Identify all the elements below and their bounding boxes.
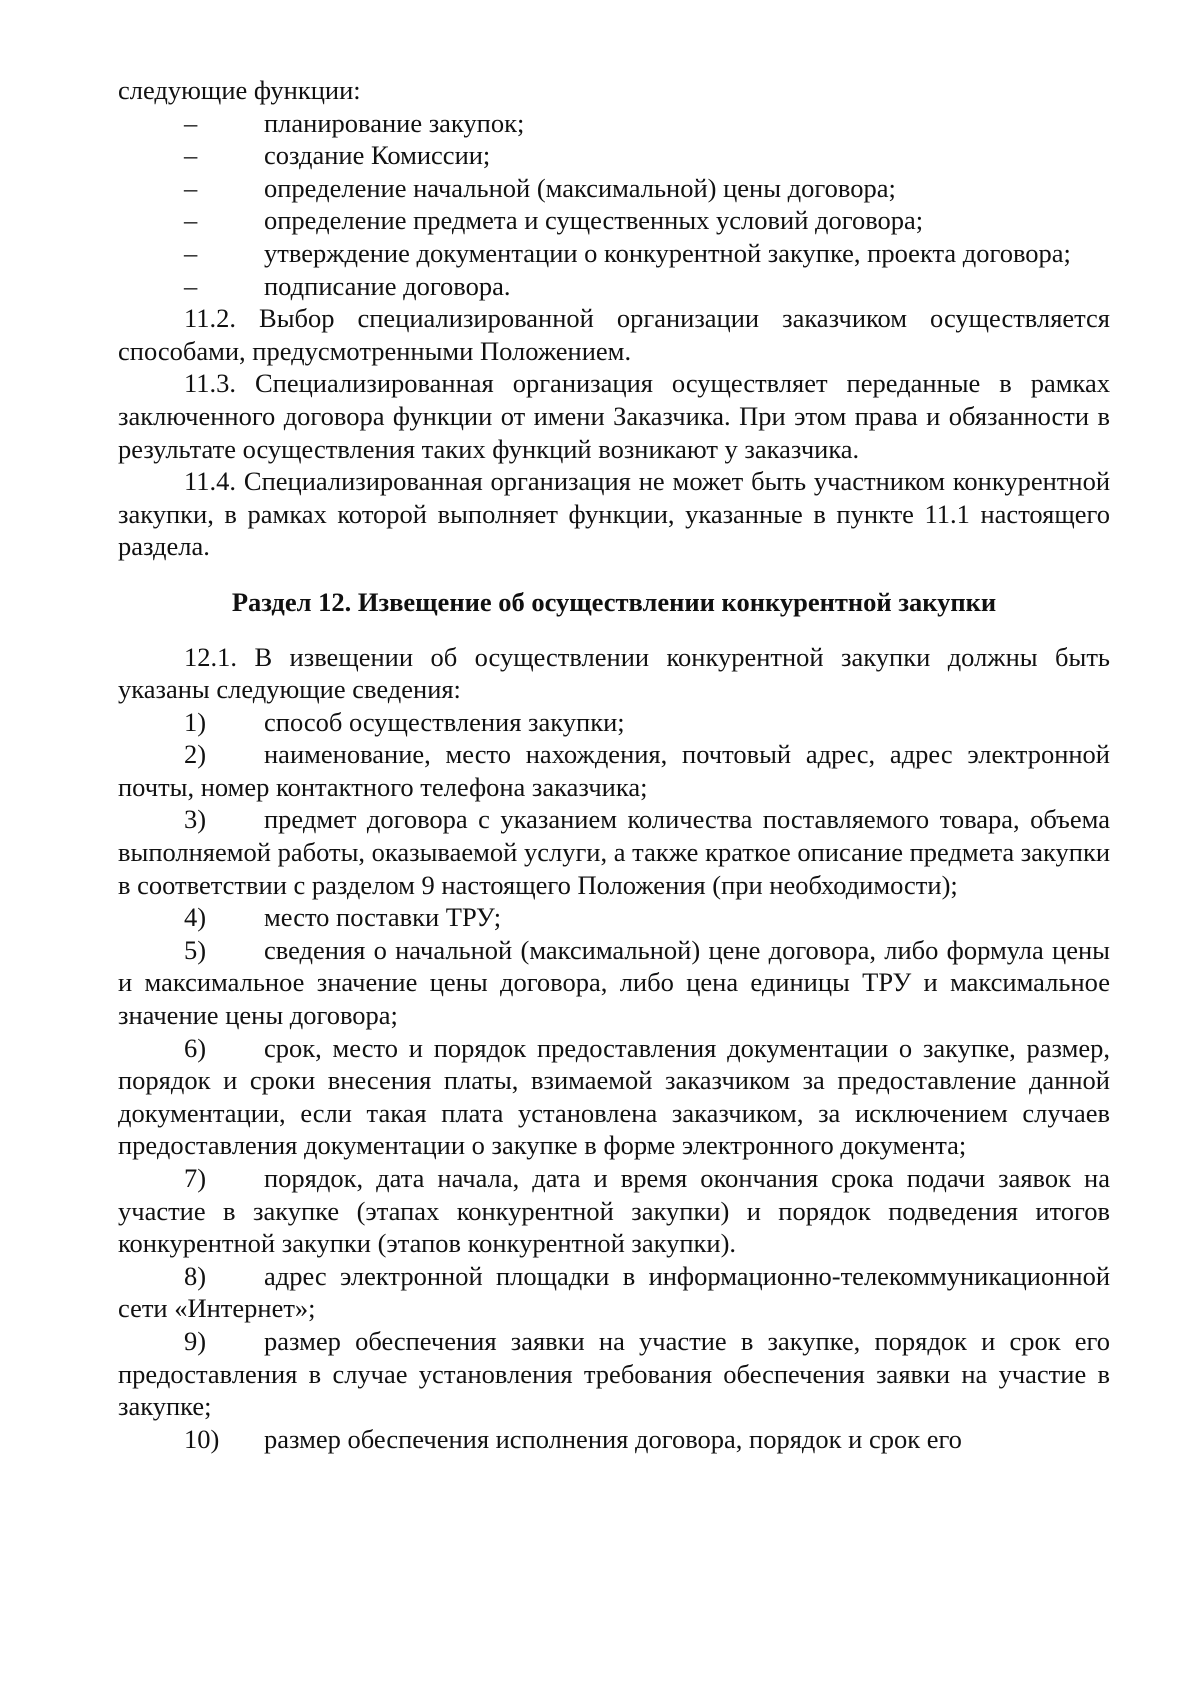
list-item xyxy=(118,107,1110,140)
list-item xyxy=(118,1032,1110,1162)
list-item xyxy=(118,1325,1110,1423)
item-number: 2) xyxy=(184,739,207,770)
dash-marker: – xyxy=(184,107,198,138)
list-item-text: планирование закупок; xyxy=(264,107,525,138)
list-item-text: срок, место и порядок предоставления документации о закупке, размер, порядок и сроки внесения платы, взимаемой заказчиком за предоставление данной документации, если такая плата установлена заказчиком, за исключением случаев предоставления документации о закупке в форме электронного документа; xyxy=(118,1032,1110,1161)
list-item xyxy=(118,934,1110,1032)
continuation-text: следующие функции: xyxy=(118,75,361,105)
dash-marker: – xyxy=(184,205,198,236)
section-heading: Раздел 12. Извещение об осуществлении конкурентной закупки xyxy=(231,586,997,617)
list-item xyxy=(118,738,1110,803)
list-item-text: определение предмета и существенных условий договора; xyxy=(264,205,924,236)
list-item-text: сведения о начальной (максимальной) цене договора, либо формула цены и максимальное значение цены договора, либо цена единицы ТРУ и максимальное значение цены договора; xyxy=(118,934,1110,1031)
list-item-text: подписание договора. xyxy=(264,270,511,301)
paragraph-12-1: 12.1. В извещении об осуществлении конкурентной закупки должны быть указаны следующие сведения: xyxy=(118,641,1110,705)
dash-marker: – xyxy=(184,270,198,301)
item-number: 5) xyxy=(184,934,207,965)
list-item xyxy=(118,901,1110,934)
document-page xyxy=(118,74,1110,1455)
dash-marker: – xyxy=(184,237,198,268)
list-item xyxy=(118,204,1110,237)
paragraph-11-2: 11.2. Выбор специализированной организации заказчиком осуществляется способами, предусмотренными Положением. xyxy=(118,303,1110,366)
dash-marker: – xyxy=(184,172,198,203)
list-item-text: размер обеспечения заявки на участие в закупке, порядок и срок его предоставления в случае установления требования обеспечения заявки на участие в закупке; xyxy=(118,1325,1110,1422)
list-item-text: утверждение документации о конкурентной закупке, проекта договора; xyxy=(264,237,1071,268)
list-item-text: размер обеспечения исполнения договора, порядок и срок его xyxy=(264,1423,962,1454)
list-item xyxy=(118,1260,1110,1325)
list-item-text: создание Комиссии; xyxy=(264,140,491,171)
list-item xyxy=(118,706,1110,739)
list-item xyxy=(118,803,1110,901)
dash-marker: – xyxy=(184,140,198,171)
item-number: 8) xyxy=(184,1260,207,1291)
list-item-text: порядок, дата начала, дата и время окончания срока подачи заявок на участие в закупке (этапах конкурентной закупки) и порядок подведения итогов конкурентной закупки (этапов конкурентной закупки). xyxy=(118,1163,1110,1259)
item-number: 7) xyxy=(184,1163,207,1193)
list-item xyxy=(118,237,1110,270)
paragraph-11-3: 11.3. Специализированная организация осуществляет переданные в рамках заключенного договора функции от имени Заказчика. При этом права и обязанности в результате осуществления таких функций возникают у заказчика. xyxy=(118,368,1110,464)
list-item xyxy=(118,139,1110,172)
list-item-text: адрес электронной площадки в информационно-телекоммуникационной сети «Интернет»; xyxy=(118,1260,1110,1324)
item-number: 3) xyxy=(184,804,207,835)
list-item xyxy=(118,172,1110,205)
list-item xyxy=(118,1162,1110,1260)
list-item xyxy=(118,270,1110,303)
item-number: 1) xyxy=(184,706,207,737)
list-item xyxy=(118,1423,1110,1456)
item-number: 9) xyxy=(184,1325,207,1356)
section12-list xyxy=(118,706,1110,1456)
list-item-text: место поставки ТРУ; xyxy=(264,902,502,933)
functions-list xyxy=(118,107,1110,303)
list-item-text: способ осуществления закупки; xyxy=(264,706,625,737)
item-number: 6) xyxy=(184,1032,207,1063)
list-item-text: предмет договора с указанием количества поставляемого товара, объема выполняемой работы, оказываемой услуги, а также краткое описание предмета закупки в соответствии с разделом 9 настоящего Положения (при необходимости); xyxy=(118,804,1110,900)
item-number: 10) xyxy=(184,1423,220,1454)
paragraph-11-4: 11.4. Специализированная организация не может быть участником конкурентной закупки, в рамках которой выполняет функции, указанные в пункте 11.1 настоящего раздела. xyxy=(118,466,1110,562)
list-item-text: наименование, место нахождения, почтовый адрес, адрес электронной почты, номер контактного телефона заказчика; xyxy=(118,739,1110,802)
item-number: 4) xyxy=(184,902,207,933)
list-item-text: определение начальной (максимальной) цены договора; xyxy=(264,172,896,203)
